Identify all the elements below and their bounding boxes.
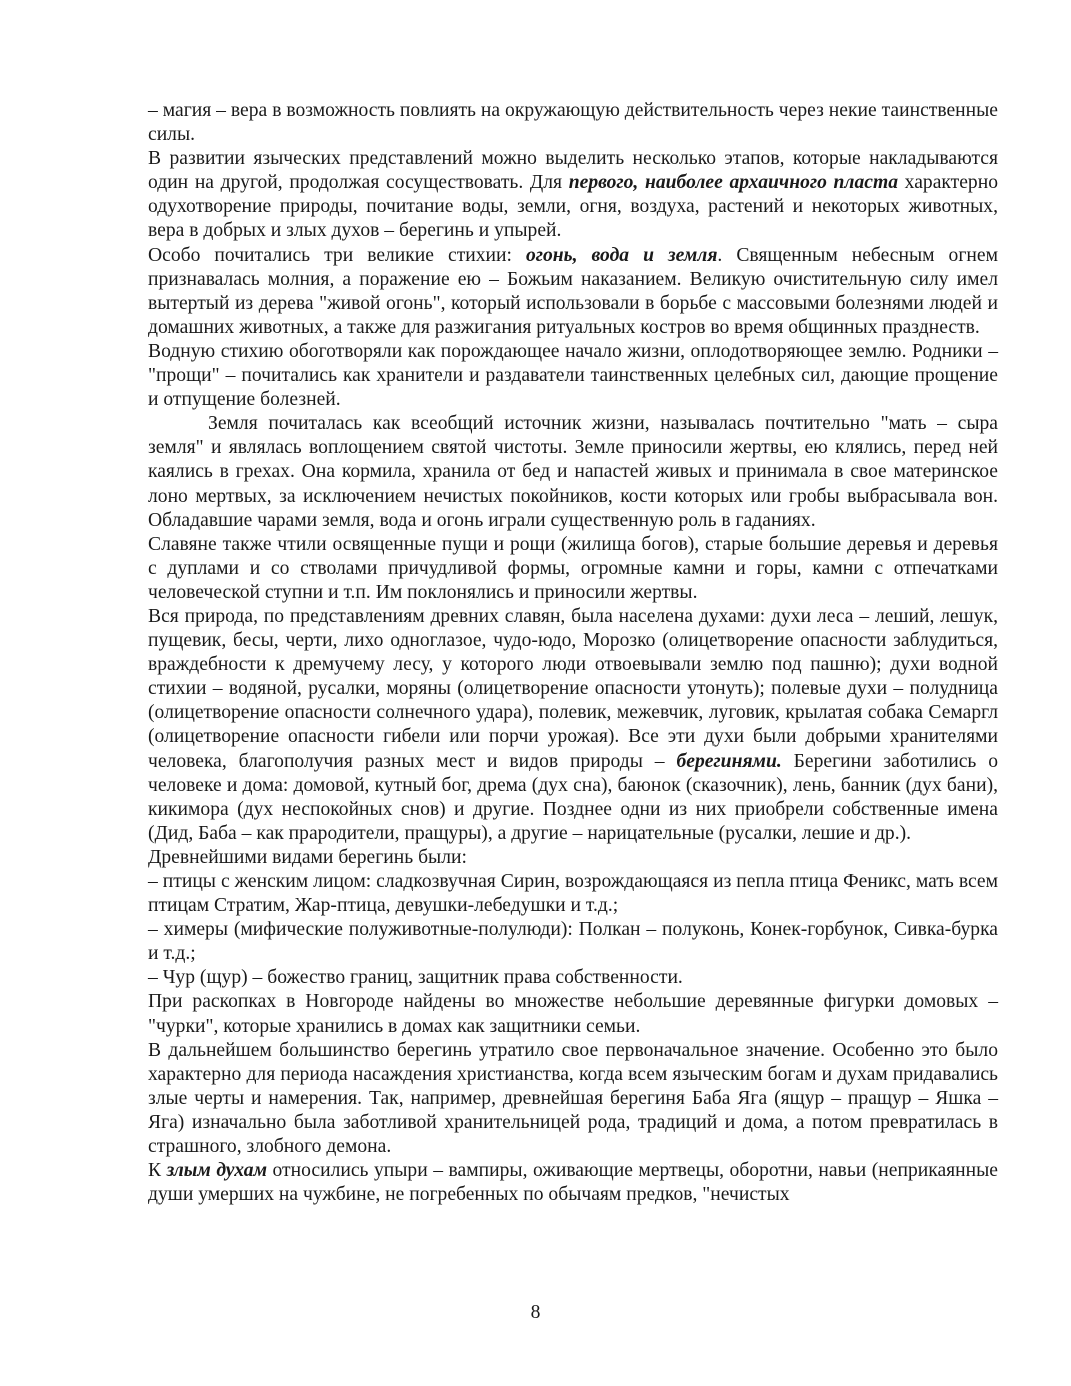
paragraph-text: характерно одухотворение природы, почитание воды, земли, огня, воздуха, растений и некоторых животных, вера в добрых и злых духов – берегинь и упырей. [148, 172, 999, 242]
paragraph [148, 244, 998, 340]
paragraph-text: – Чур (щур) – божество границ, защитник права собственности. [148, 967, 683, 989]
page-number: 8 [530, 1302, 541, 1323]
paragraph [148, 870, 998, 918]
paragraph-text: Славяне также чтили освященные пущи и рощи (жилища богов), старые большие деревья и деревья с дуплами и со стволами причудливой формы, огромные камни и горы, камни с отпечатками человеческой ступни и т.п. Им поклонялись и приносили жертвы. [148, 533, 998, 603]
paragraph [148, 533, 998, 605]
paragraph-text: При раскопках в Новгороде найдены во множестве небольшие деревянные фигурки домовых – "чурки", которые хранились в домах как защитники семьи. [148, 991, 998, 1037]
emphasis-text: берегинями. [676, 750, 782, 772]
paragraph-text: – химеры (мифические полуживотные-полулюди): Полкан – полуконь, Конек-горбунок, Сивка-бурка и т.д.; [148, 919, 998, 965]
paragraph [148, 412, 998, 532]
paragraph-text: Земля почиталась как всеобщий источник жизни, называлась почтительно "мать – сыра земля" и являлась воплощением святой чистоты. Земле приносили жертвы, ею клялись, перед ней каялись в грехах. Она кормила, хранила от бед и напастей живых и принимала в свое материнское лоно мертвых, за исключением нечистых покойников, кости которых или гробы выбрасывала вон. Обладавшие чарами земля, вода и огонь играли существенную роль в гаданиях. [148, 413, 998, 531]
paragraph [148, 605, 998, 846]
paragraph [148, 1039, 998, 1159]
paragraph-text: В дальнейшем большинство берегинь утратило свое первоначальное значение. Особенно это было характерно для периода насаждения христианства, когда всем языческим богам и духам придавались злые черты и намерения. Так, например, древнейшая берегиня Баба Яга (ящур – пращур – Яшка – Яга) изначально была заботливой хранительницей рода, традиций и дома, а потом превратилась в страшного, злобного демона. [148, 1039, 998, 1158]
emphasis-text: огонь, вода и земля [525, 244, 718, 266]
paragraph-text: Водную стихию обоготворяли как порождающее начало жизни, оплодотворяющее землю. Родники – "прощи" – почитались как хранители и раздаватели таинственных целебных сил, дающие прощение и отпущение болезней. [148, 340, 998, 411]
document-body [148, 99, 998, 1207]
paragraph [148, 99, 998, 147]
paragraph-text: К [148, 1160, 167, 1182]
paragraph [148, 990, 998, 1038]
paragraph [148, 340, 998, 412]
paragraph-text: . Священным небесным огнем признавалась молния, а поражение ею – Божьим наказанием. Великую очистительную силу имел вытертый из дерева "живой огонь", который использовали в борьбе с массовыми болезнями людей и домашних животных, а также для разжигания ритуальных костров во время общинных празднеств. [148, 244, 998, 338]
paragraph-text: Особо почитались три великие стихии: [148, 244, 526, 266]
paragraph-text: Вся природа, по представлениям древних славян, была населена духами: духи леса – леший, лешук, пущевик, бесы, черти, лихо одноглазое, чудо-юдо, Морозко (олицетворение опасности заблудиться, враждебности к дремучему лесу, у которого люди отвоевывали землю под пашню); духи водной стихии – водяной, русалки, моряны (олицетворение опасности утонуть); полевые духи – полудница (олицетворение опасности солнечного удара), полевик, межевчик, луговик, крылатая собака Семаргл (олицетворение опасности гибели или порчи урожая). Все эти духи были добрыми хранителями человека, благополучия разных мест и видов природы – [148, 605, 998, 772]
paragraph [148, 846, 998, 870]
paragraph [148, 1159, 998, 1207]
paragraph [148, 918, 998, 966]
paragraph-text: – птицы с женским лицом: сладкозвучная Сирин, возрождающаяся из пепла птица Феникс, мать всем птицам Стратим, Жар-птица, девушки-лебедушки и т.д.; [148, 871, 998, 917]
paragraph-text: Берегини заботились о человеке и дома: домовой, кутный бог, дрема (дух сна), баюнок (сказочник), лень, банник (дух бани), кикимора (дух неспокойных снов) и другие. Позднее одни из них приобрели собственные имена (Дид, Баба – как прародители, пращуры), а другие – нарицательные (русалки, лешие и др.). [148, 750, 998, 844]
paragraph [148, 147, 998, 243]
paragraph-text: относились упыри – вампиры, оживающие мертвецы, оборотни, навьи (неприкаянные души умерших на чужбине, не погребенных по обычаям предков, "нечистых [148, 1160, 998, 1206]
emphasis-text: злым духам [166, 1160, 267, 1182]
emphasis-text: первого, наиболее архаичного пласта [568, 172, 899, 194]
paragraph-text: – магия – вера в возможность повлиять на окружающую действительность через некие таинственные силы. [148, 100, 998, 146]
paragraph-text: В развитии языческих представлений можно выделить несколько этапов, которые накладываются один на другой, продолжая сосуществовать. Для [148, 148, 998, 194]
paragraph-text: Древнейшими видами берегинь были: [148, 846, 467, 868]
paragraph [148, 966, 998, 990]
